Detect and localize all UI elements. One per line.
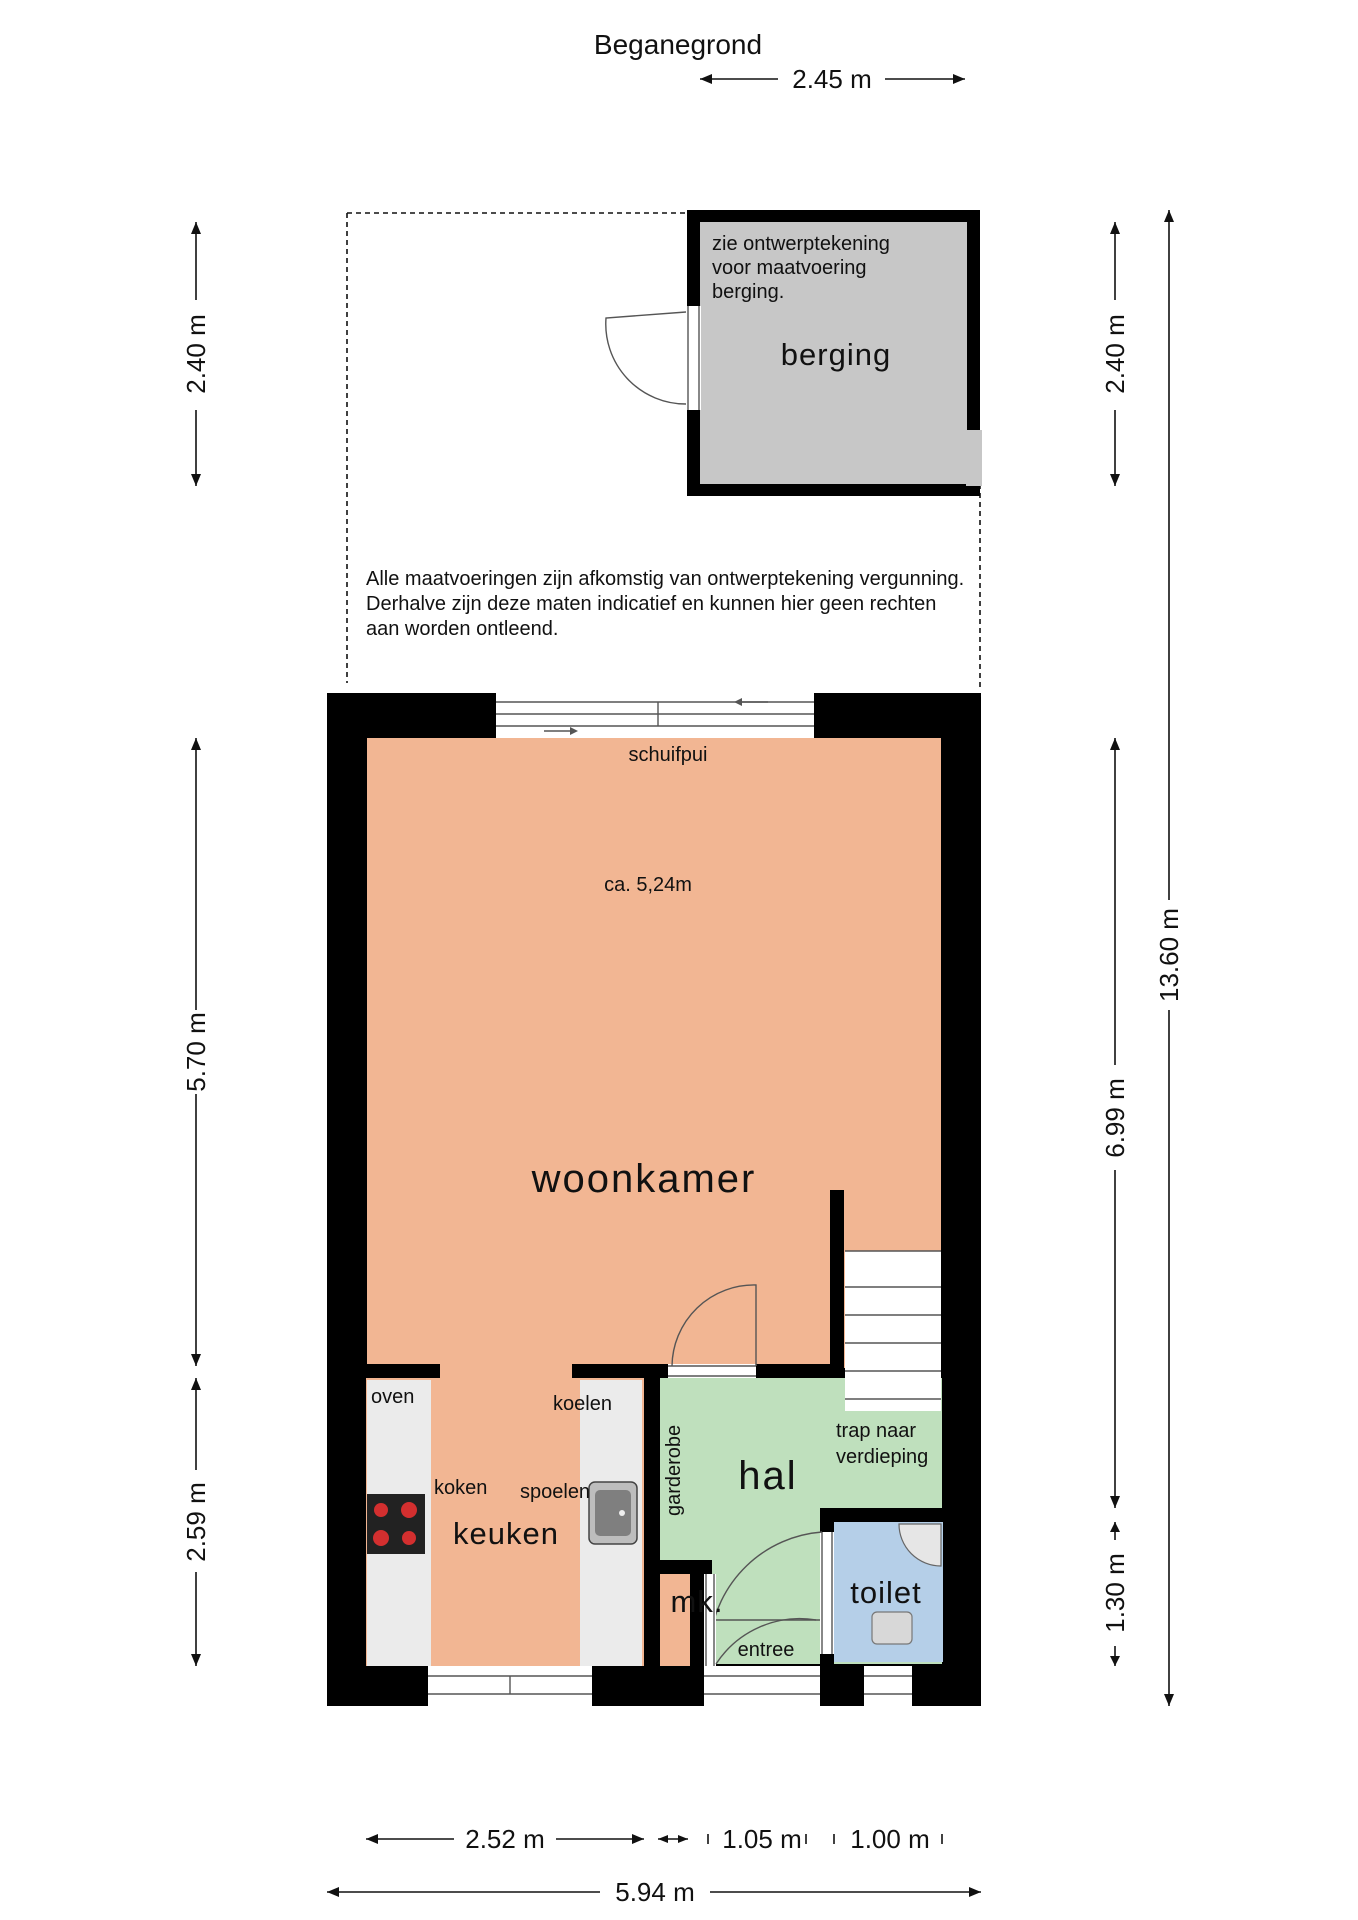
dim-left-keuken (181, 1378, 211, 1666)
disclaimer-line-1: Alle maatvoeringen zijn afkomstig van ontwerptekening vergunning. (366, 568, 965, 590)
dim-bottom-c-label: 1.00 m (850, 1824, 930, 1854)
entree-label: entree (737, 1639, 795, 1661)
dim-right-upper-label: 6.99 m (1100, 1078, 1130, 1158)
trap-label-1: trap naar (836, 1420, 917, 1442)
dim-right-total (1154, 210, 1184, 1706)
garderobe-label: garderobe (663, 1424, 685, 1516)
dim-left-keuken-label: 2.59 m (181, 1482, 211, 1562)
kitchen-sink-icon (589, 1482, 637, 1544)
schuifpui-door (496, 693, 814, 738)
ceiling-label: ca. 5,24m (604, 874, 692, 896)
toilet-label: toilet (850, 1575, 922, 1610)
spoelen-label: spoelen (520, 1481, 591, 1503)
mk-label: mk. (670, 1584, 724, 1619)
berging-door-swing (606, 312, 686, 404)
dim-bottom-c (834, 1824, 942, 1854)
dim-right-total-label: 13.60 m (1154, 908, 1184, 1002)
plan-title: Beganegrond (593, 29, 763, 60)
window-toilet (864, 1666, 912, 1706)
stairs (845, 1251, 941, 1411)
cooktop-icon (367, 1494, 425, 1554)
disclaimer-line-2: Derhalve zijn deze maten indicatief en kunnen hier geen rechten (366, 593, 937, 615)
dim-bottom-b-label: 1.05 m (722, 1824, 802, 1854)
dim-left-berging-label: 2.40 m (181, 314, 211, 394)
dim-right-upper (1100, 738, 1130, 1508)
dim-bottom-b (658, 1824, 806, 1854)
keuken-label: keuken (453, 1516, 559, 1551)
schuifpui-label: schuifpui (628, 744, 708, 766)
window-keuken (428, 1666, 592, 1706)
toilet-bowl-icon (872, 1612, 912, 1644)
oven-label: oven (371, 1386, 415, 1408)
hal-label: hal (738, 1454, 798, 1498)
berging-note-1: zie ontwerptekening (712, 233, 890, 255)
dim-left-woonkamer (181, 738, 211, 1366)
dim-right-toilet-label: 1.30 m (1100, 1553, 1130, 1633)
berging-label: berging (780, 337, 892, 372)
dim-left-berging (181, 222, 211, 486)
dim-top-label: 2.45 m (792, 64, 872, 94)
disclaimer-line-3: aan worden ontleend. (366, 618, 559, 640)
woonkamer-label: woonkamer (531, 1157, 757, 1201)
dim-right-berging (1100, 222, 1130, 486)
window-entree (704, 1666, 820, 1706)
dim-bottom-total-label: 5.94 m (615, 1877, 695, 1907)
koken-label: koken (434, 1477, 488, 1499)
dim-bottom-a-label: 2.52 m (465, 1824, 545, 1854)
berging-room (606, 210, 982, 496)
dim-left-woonkamer-label: 5.70 m (181, 1012, 211, 1092)
dim-bottom-total (327, 1877, 981, 1907)
berging-note-2: voor maatvoering (712, 257, 867, 279)
dim-right-berging-label: 2.40 m (1100, 314, 1130, 394)
koelen-label: koelen (553, 1393, 612, 1415)
dim-top (700, 64, 965, 94)
trap-label-2: verdieping (836, 1446, 929, 1468)
dim-bottom-a (366, 1824, 644, 1854)
berging-note-3: berging. (712, 281, 785, 303)
house (327, 693, 981, 1706)
dim-right-toilet (1100, 1522, 1130, 1666)
